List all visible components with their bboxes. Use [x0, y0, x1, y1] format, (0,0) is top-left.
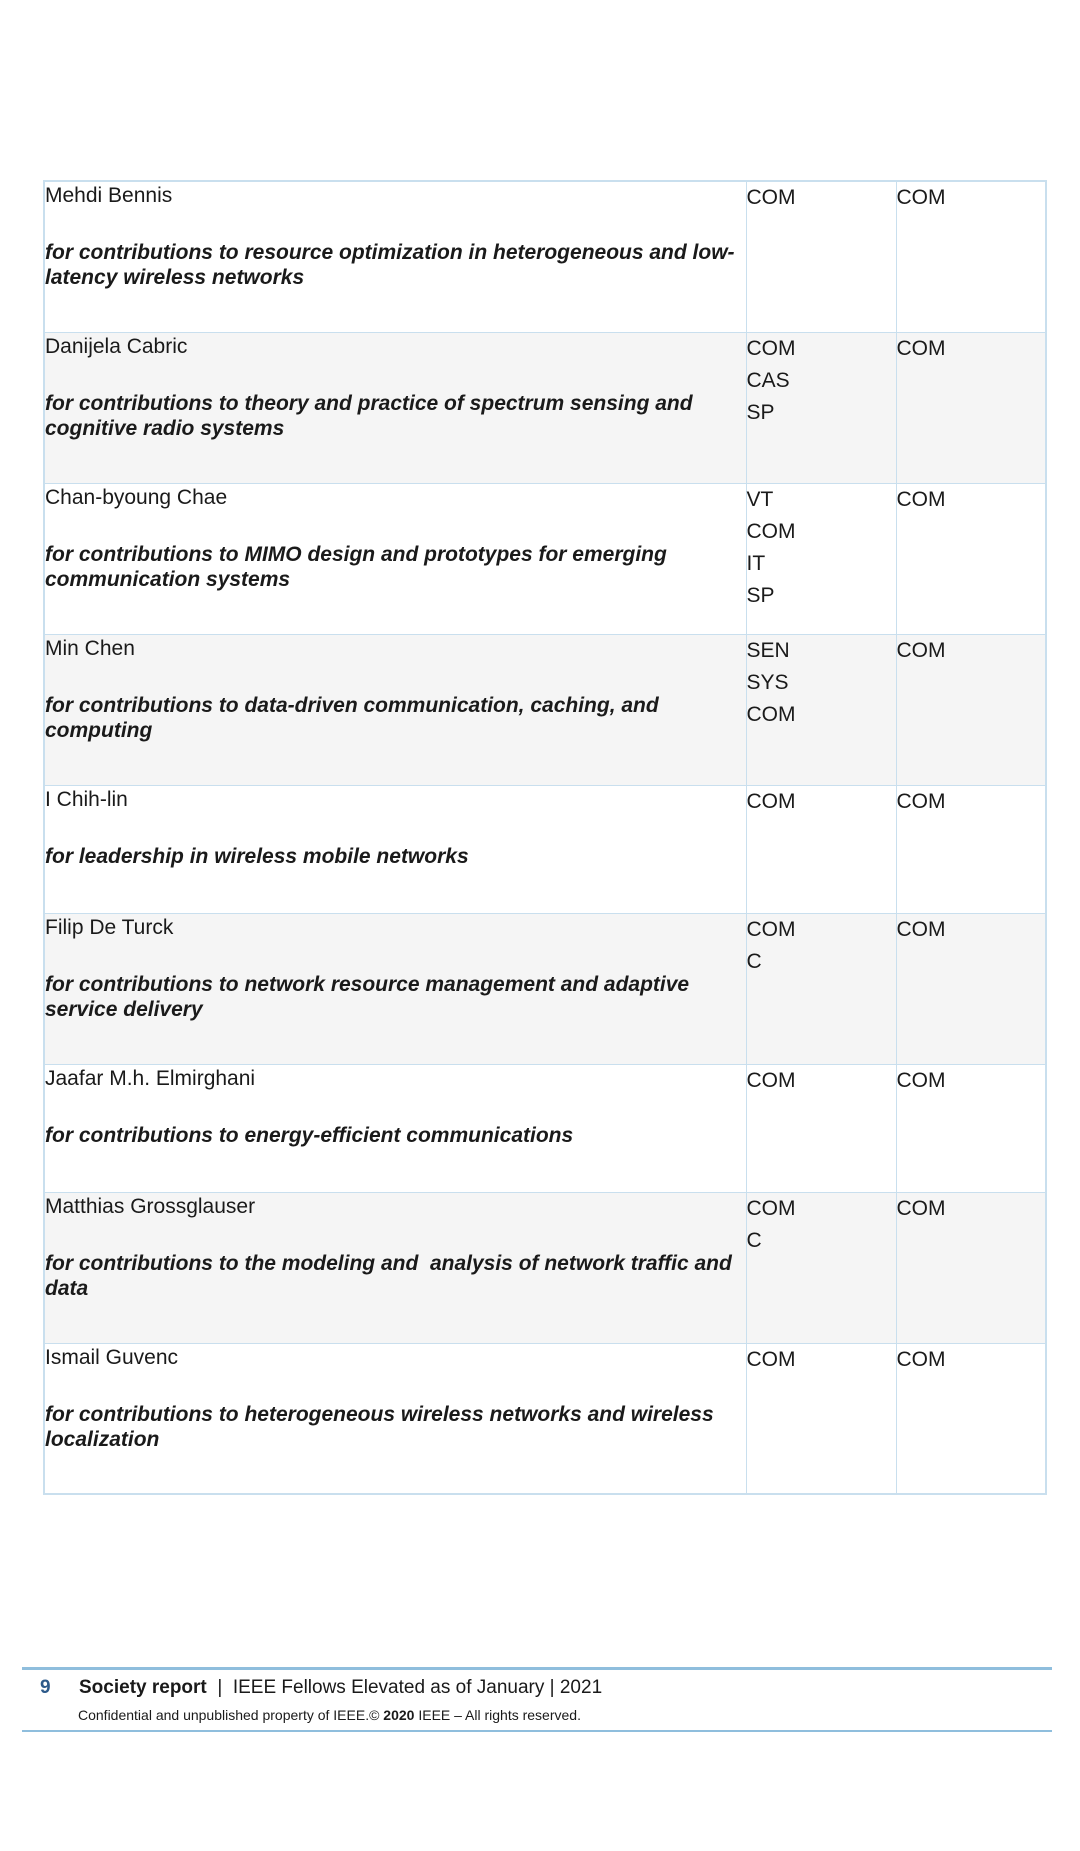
fellow-name: Jaafar M.h. Elmirghani	[45, 1066, 256, 1090]
report-title: IEEE Fellows Elevated as of January | 2021	[232, 1677, 603, 1698]
fellow-citation: for contributions to energy-efficient communications	[45, 1123, 574, 1147]
fellow-citation: for contributions to theory and practice of spectrum sensing and cognitive radio systems	[45, 391, 693, 440]
fellow-row	[44, 1064, 1046, 1192]
primary-society-cell	[896, 634, 1046, 785]
fellow-citation: for contributions to heterogeneous wireless networks and wireless localization	[45, 1402, 714, 1451]
confidential-prefix: Confidential and unpublished property of IEEE.©	[78, 1707, 384, 1723]
society-code: COM	[746, 789, 796, 813]
primary-society-cell	[896, 1064, 1046, 1192]
fellow-citation: for contributions to resource optimization in heterogeneous and low-latency wireless networks	[45, 241, 735, 289]
primary-society-code: COM	[896, 336, 946, 360]
fellow-name: Filip De Turck	[45, 915, 174, 939]
society-list-cell	[746, 332, 896, 483]
confidential-notice	[78, 1706, 581, 1724]
fellows-table	[43, 180, 1047, 1495]
fellow-name: Danijela Cabric	[45, 334, 188, 358]
primary-society-cell	[896, 483, 1046, 634]
society-list-cell	[746, 1192, 896, 1343]
fellow-name: Chan-byoung Chae	[45, 485, 228, 509]
report-label: Society report	[79, 1677, 207, 1698]
fellow-row	[44, 1192, 1046, 1343]
fellow-cell	[44, 1343, 746, 1494]
fellow-row	[44, 913, 1046, 1064]
primary-society-cell	[896, 332, 1046, 483]
primary-society-code: COM	[896, 487, 946, 511]
fellow-cell	[44, 332, 746, 483]
fellow-cell	[44, 785, 746, 913]
primary-society-cell	[896, 1343, 1046, 1494]
society-list-cell	[746, 1064, 896, 1192]
primary-society-cell	[896, 785, 1046, 913]
fellow-row	[44, 483, 1046, 634]
society-list-cell	[746, 181, 896, 332]
footer-report-line	[40, 1676, 602, 1700]
fellow-cell	[44, 1064, 746, 1192]
society-list-cell	[746, 1343, 896, 1494]
primary-society-code: COM	[896, 789, 946, 813]
society-code: SP	[746, 583, 775, 607]
primary-society-cell	[896, 913, 1046, 1064]
primary-society-code: COM	[896, 638, 946, 662]
page-number: 9	[40, 1677, 51, 1698]
fellow-cell	[44, 181, 746, 332]
society-list-cell	[746, 634, 896, 785]
society-code: C	[746, 949, 762, 973]
footer-top-divider	[22, 1667, 1052, 1670]
primary-society-code: COM	[896, 917, 946, 941]
society-list-cell	[746, 785, 896, 913]
primary-society-code: COM	[896, 1347, 946, 1371]
fellow-row	[44, 181, 1046, 332]
fellow-row	[44, 332, 1046, 483]
fellow-row	[44, 785, 1046, 913]
society-code: COM	[746, 186, 796, 209]
society-code: COM	[746, 336, 796, 360]
primary-society-code: COM	[896, 1068, 946, 1092]
society-code: COM	[746, 1196, 796, 1220]
society-code: COM	[746, 1347, 796, 1371]
fellow-cell	[44, 1192, 746, 1343]
footer-separator: |	[217, 1677, 223, 1698]
fellow-name: Ismail Guvenc	[45, 1345, 179, 1369]
fellow-name: Min Chen	[45, 636, 135, 660]
society-code: CAS	[746, 368, 790, 392]
society-code: IT	[746, 551, 766, 575]
society-list-cell	[746, 483, 896, 634]
confidential-suffix: IEEE – All rights reserved.	[414, 1707, 581, 1723]
primary-society-cell	[896, 1192, 1046, 1343]
fellow-name: Matthias Grossglauser	[45, 1194, 256, 1218]
fellow-row	[44, 634, 1046, 785]
fellow-cell	[44, 634, 746, 785]
society-code: COM	[746, 702, 796, 726]
fellow-citation: for contributions to MIMO design and prototypes for emerging communication systems	[45, 542, 667, 591]
society-code: COM	[746, 1068, 796, 1092]
fellow-citation: for contributions to the modeling and analysis of network traffic and data	[45, 1251, 738, 1300]
copyright-year: 2020	[383, 1707, 415, 1723]
society-code: COM	[746, 917, 796, 941]
fellow-citation: for contributions to data-driven communication, caching, and computing	[45, 693, 659, 742]
fellow-cell	[44, 913, 746, 1064]
primary-society-code: COM	[896, 1196, 946, 1220]
primary-society-cell	[896, 181, 1046, 332]
footer-bottom-divider	[22, 1730, 1052, 1732]
society-code: SP	[746, 400, 775, 424]
society-code: COM	[746, 519, 796, 543]
fellow-citation: for contributions to network resource management and adaptive service delivery	[45, 972, 690, 1021]
fellow-name: I Chih-lin	[45, 787, 128, 811]
society-code: SYS	[746, 670, 789, 694]
primary-society-code: COM	[896, 186, 946, 209]
society-code: C	[746, 1228, 762, 1252]
fellow-cell	[44, 483, 746, 634]
fellow-name: Mehdi Bennis	[45, 184, 173, 207]
fellow-citation: for leadership in wireless mobile networks	[45, 844, 469, 868]
society-code: SEN	[746, 638, 790, 662]
fellow-row	[44, 1343, 1046, 1494]
society-list-cell	[746, 913, 896, 1064]
society-code: VT	[746, 487, 774, 511]
